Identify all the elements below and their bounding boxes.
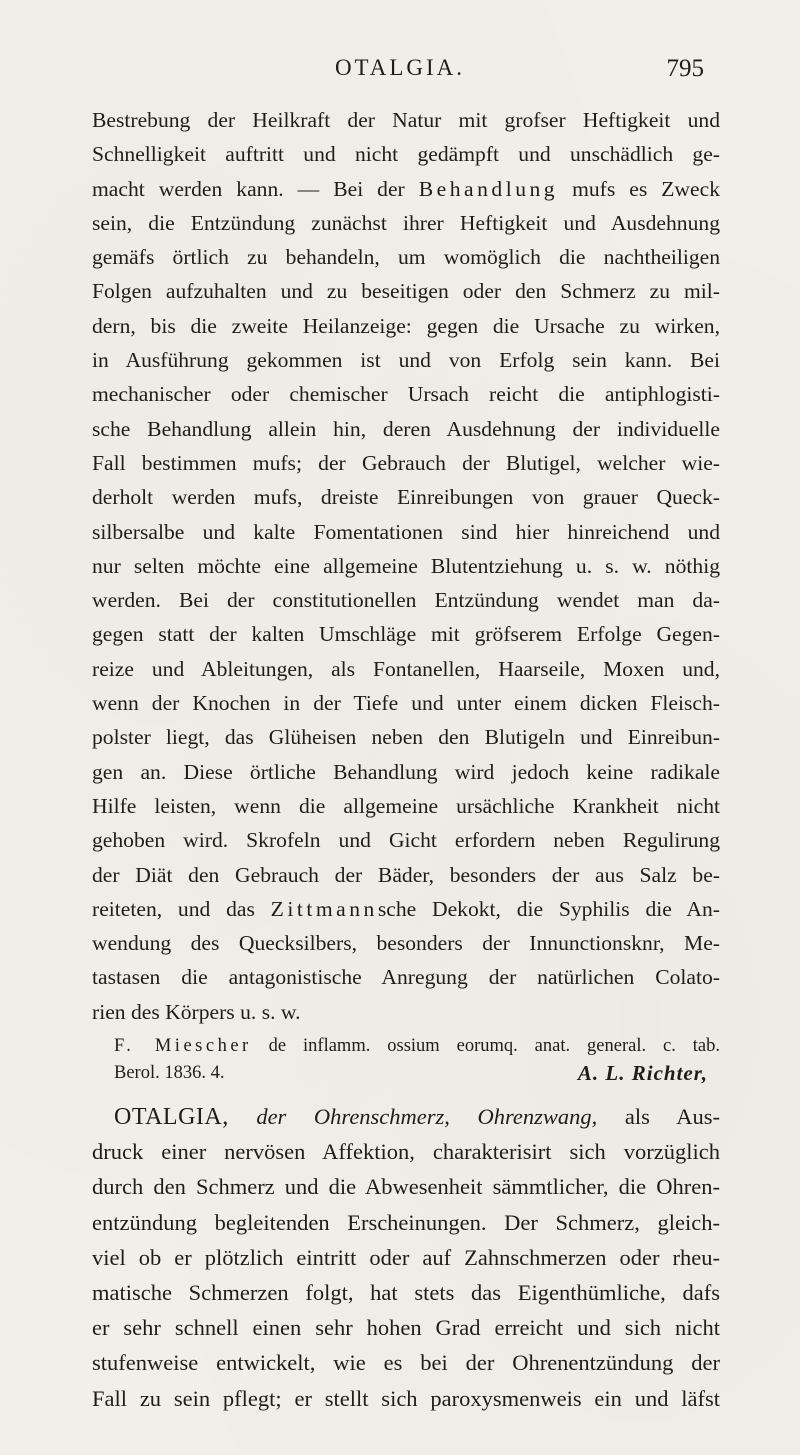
text-line: gehoben wird. Skrofeln und Gicht erfordern neben Regulirung [92,828,720,853]
text-fragment: reiteten, und das [92,896,255,921]
text-line [92,892,720,926]
text-line: durch den Schmerz und die Abwesenheit sämmtlicher, die Ohren- [92,1174,720,1200]
text-line: entzündung begleitenden Erscheinungen. Der Schmerz, gleich- [92,1209,720,1235]
text-line: rien des Körpers u. s. w. [92,999,301,1024]
text-line: wenn der Knochen in der Tiefe und unter einem dicken Fleisch- [92,691,720,716]
text-line [92,172,720,206]
dictionary-entry [92,1099,720,1416]
citation-author: F. Miescher [114,1036,252,1057]
text-line: Fall zu sein pflegt; er stellt sich paroxysmenweis ein und läfst [92,1385,720,1411]
text-line: sein, die Entzündung zunächst ihrer Heftigkeit und Ausdehnung [92,210,720,235]
text-line: mechanischer oder chemischer Ursach reicht die antiphlogisti- [92,382,720,407]
text-line: Folgen aufzuhalten und zu beseitigen oder den Schmerz zu mil- [92,279,720,304]
text-line: sche Behandlung allein hin, deren Ausdehnung der individuelle [92,416,720,441]
text-line: nur selten möchte eine allgemeine Blutentziehung u. s. w. nöthig [92,553,720,578]
running-head [0,55,800,91]
text-line: gegen statt der kalten Umschläge mit gröfserem Erfolge Gegen- [92,622,720,647]
text-line: in Ausführung gekommen ist und von Erfolg sein kann. Bei [92,348,720,373]
entry-headword: OTALGIA, [114,1104,229,1131]
text-fragment: macht werden kann. — Bei der [92,176,405,201]
text-line: viel ob er plötzlich eintritt oder auf Zahnschmerzen oder rheu- [92,1244,720,1270]
citation-line [92,1033,720,1060]
text-fragment: mufs es Zweck [572,176,720,201]
entry-translation: der Ohrenschmerz, [256,1104,450,1130]
citation-title: de inflamm. ossium eorumq. anat. general. c. tab. [268,1036,721,1057]
spaced-term: Behandlung [418,176,559,201]
running-title: OTALGIA. [334,55,466,80]
text-line: druck einer nervösen Affektion, charakterisirt sich vorzüglich [92,1139,720,1165]
text-line: tastasen die antagonistische Anregung der natürlichen Colato- [92,965,720,990]
text-line: wendung des Quecksilbers, besonders der Innunctionsknr, Me- [92,931,720,956]
citation-line [92,1060,720,1087]
article-signature: A. L. Richter, [577,1061,708,1086]
text-line: der Diät den Gebrauch der Bäder, besonders der aus Salz be- [92,862,720,887]
text-line: Hilfe leisten, wenn die allgemeine ursächliche Krankheit nicht [92,793,720,818]
citation-place-year: Berol. 1836. 4. [114,1063,225,1084]
text-line: Schnelligkeit auftritt und nicht gedämpft und unschädlich ge- [92,142,720,167]
main-text [92,103,720,1416]
text-line: dern, bis die zweite Heilanzeige: gegen die Ursache zu wirken, [92,313,720,338]
text-line: gen an. Diese örtliche Behandlung wird jedoch keine radikale [92,759,720,784]
page-number: 795 [666,55,704,82]
text-line: Fall bestimmen mufs; der Gebrauch der Blutigel, welcher wie- [92,450,720,475]
spaced-name: Zittmann [270,896,378,921]
entry-first-line [92,1099,720,1134]
text-line: werden. Bei der constitutionellen Entzündung wendet man da- [92,588,720,613]
text-line: gemäfs örtlich zu behandeln, um womöglich die nachtheiligen [92,245,720,270]
entry-translation: Ohrenzwang, [477,1104,598,1130]
text-line: polster liegt, das Glüheisen neben den Blutigeln und Einreibun- [92,725,720,750]
citation [92,1033,720,1087]
text-line: silbersalbe und kalte Fomentationen sind hier hinreichend und [92,519,720,544]
text-fragment: als Aus- [624,1104,720,1130]
text-line: reize und Ableitungen, als Fontanellen, Haarseile, Moxen und, [92,656,720,681]
text-line: derholt werden mufs, dreiste Einreibungen von grauer Queck- [92,485,720,510]
text-fragment: sche Dekokt, die Syphilis die An- [377,896,720,921]
text-line: Bestrebung der Heilkraft der Natur mit grofser Heftigkeit und [92,108,720,132]
text-line: matische Schmerzen folgt, hat stets das Eigenthümliche, dafs [92,1279,720,1305]
text-line: er sehr schnell einen sehr hohen Grad erreicht und sich nicht [92,1315,720,1341]
text-line: stufenweise entwickelt, wie es bei der Ohrenentzündung der [92,1350,720,1376]
